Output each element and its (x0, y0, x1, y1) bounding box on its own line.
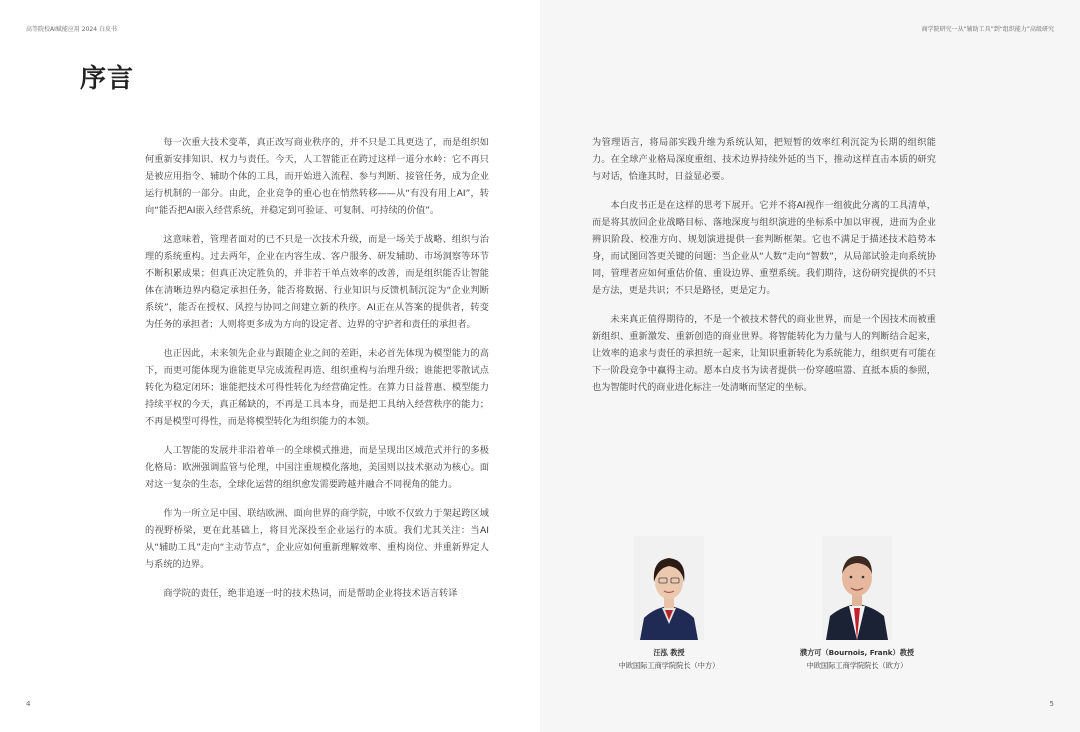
portrait-photo-male (822, 536, 892, 640)
right-page (540, 0, 1080, 732)
paragraph: 未来真正值得期待的，不是一个被技术替代的商业世界，而是一个因技术而被重新组织、重新激发、重新创造的商业世界。将智能转化为力量与人的判断结合起来，让效率的追求与责任的承担统一起来，让知识重新转化为系统能力，组织更有可能在下一阶段竞争中赢得主动。愿本白皮书为读者提供一份穿越喧嚣、直抵本质的参照，也为智能时代的商业进化标注一处清晰而坚定的坐标。 (592, 314, 936, 393)
left-text-column (145, 134, 489, 614)
paragraph: 也正因此，未来领先企业与跟随企业之间的差距，未必首先体现为模型能力的高下，而更可能体现为谁能更早完成流程再造、组织重构与治理升级；谁能把零散试点转化为稳定闭环；谁能把技术可得性转化为经营确定性。在算力日益普惠、模型能力持续平权的今天，真正稀缺的，不再是工具本身，而是把工具纳入经营秩序的能力；不再是模型可得性，而是将模型转化为组织能力的本领。 (145, 348, 489, 427)
paragraph: 商学院的责任，绝非追逐一时的技术热词，而是帮助企业将技术语言转译 (163, 588, 458, 599)
page-title: 序言 (80, 64, 135, 94)
signatory-title: 中欧国际工商学院院长（中方） (618, 661, 720, 670)
paragraph: 本白皮书正是在这样的思考下展开。它并不将AI视作一组彼此分离的工具清单，而是将其放回企业战略目标、落地深度与组织演进的坐标系中加以审视，进而为企业辨识阶段、校准方向、规划演进提供一套判断框架。它也不满足于描述技术趋势本身，而试图回答更关键的问题：当企业从“人数”走向“智数”，从局部试验走向系统协同，管理者应如何重估价值、重设边界、重塑系统。我们期待，这份研究提供的不只是方法，更是共识；不只是路径，更是定力。 (592, 200, 936, 296)
signatory-name: 汪泓 教授 (653, 648, 685, 657)
signatory-caption (777, 646, 937, 672)
portrait-photo-female (634, 536, 704, 640)
signatory-caption (589, 646, 749, 672)
paragraph: 人工智能的发展并非沿着单一的全球模式推进，而是呈现出区域范式并行的多极化格局：欧洲强调监管与伦理，中国注重规模化落地，美国则以技术驱动为核心。面对这一复杂的生态，全球化运营的组织愈发需要跨越并融合不同视角的能力。 (145, 445, 489, 490)
paragraph: 作为一所立足中国、联结欧洲、面向世界的商学院，中欧不仅致力于架起跨区域的视野桥梁，更在此基础上，将目光深投至企业运行的本质。我们尤其关注：当AI从“辅助工具”走向“主动节点”，企业应如何重新理解效率、重构岗位、并重新界定人与系统的边界。 (145, 508, 489, 570)
paragraph: 这意味着，管理者面对的已不只是一次技术升级，而是一场关于战略、组织与治理的系统重构。过去两年，企业在内容生成、客户服务、研发辅助、市场洞察等环节不断积累成果；但真正决定胜负的，并非若干单点效率的改善，而是组织能否让智能体在清晰边界内稳定承担任务，能否将数据、行业知识与反馈机制沉淀为“企业判断系统”，能否在授权、风控与协同之间建立新的秩序。AI正在从答案的提供者，转变为任务的承担者；人则将更多成为方向的设定者、边界的守护者和责任的承担者。 (145, 234, 489, 330)
paragraph: 为管理语言，将局部实践升维为系统认知，把短暂的效率红利沉淀为长期的组织能力。在全球产业格局深度重组、技术边界持续外延的当下，推动这样直击本质的研究与对话，恰逢其时，日益显必要。 (592, 137, 936, 182)
running-header-right: 商学院研究一从“辅助工具”到“组织能力”高级研究 (921, 26, 1054, 33)
paragraph: 每一次重大技术变革，真正改写商业秩序的，并不只是工具更迭了，而是组织如何重新安排知识、权力与责任。今天，人工智能正在跨过这样一道分水岭：它不再只是被应用指令、辅助个体的工具，而开始进入流程、参与判断、接管任务，成为企业运行机制的一部分。由此，企业竞争的重心也在悄然转移——从“有没有用上AI”，转向“能否把AI嵌入经营系统，并稳定到可验证、可复制、可持续的价值”。 (145, 137, 489, 216)
signatory-title: 中欧国际工商学院院长（欧方） (806, 661, 908, 670)
running-header-left: 高等院校AI赋能应用 2024 白皮书 (26, 26, 117, 33)
right-text-column (592, 134, 936, 408)
page-number-right: 5 (1049, 700, 1054, 708)
page-number-left: 4 (26, 700, 31, 708)
signatory-name: 濮方可（Bournois, Frank）教授 (799, 648, 915, 657)
